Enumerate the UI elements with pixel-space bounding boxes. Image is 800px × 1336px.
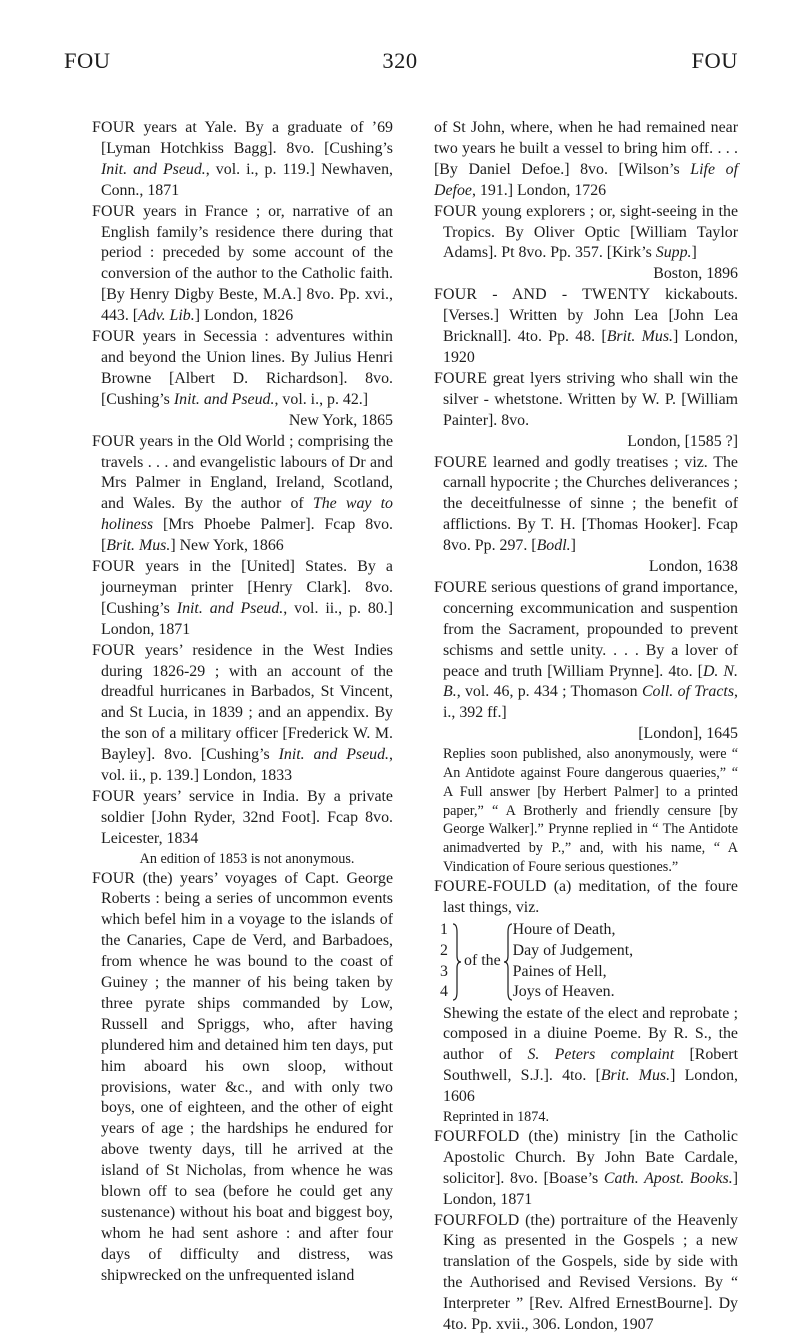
of-the-label: of the [464, 952, 501, 970]
list-item: Joys of Heaven. [512, 983, 615, 1001]
imprint: Boston, 1896 [653, 265, 738, 283]
list-item: Day of Judgement, [512, 941, 634, 959]
entry-note: An edition of 1853 is not anonymous. [139, 850, 355, 867]
entry-note: Replies soon published, also anonymously, were “ An Antidote against Foure dangerous quaeries,” “ A Full answer [by Herbert Palmer] to a printed paper,” “ A Brotherly and friendly censure [by George Walker].” Prynne replied in “ The Antidote animadverted by P.,” and, with his name, “ A Vindication of Foure serious questiones.” [443, 746, 738, 875]
imprint: London, [1585 ?] [627, 432, 738, 450]
entry: FOUR years in the Old World ; comprising the travels . . . and evangelistic labours of Dr and Mrs Palmer in England, Ireland, Scotland, and Wales. By the author of The way to holiness [Mrs Phoebe Palmer]. Fcap 8vo. [Brit. Mus.] New York, 1866 [92, 432, 393, 555]
entry: FOUR years’ residence in the West Indies during 1826-29 ; with an account of the dreadful hurricanes in Barbados, St Vincent, and St Lucia, in 1839 ; and an appendix. By the son of a military officer [Frederick W. M. Bayley]. 8vo. [Cushing’s Init. and Pseud., vol. ii., p. 139.] London, 1833 [92, 641, 393, 785]
entry: FOUR - AND - TWENTY kickabouts. [Verses.] Written by John Lea [John Lea Bricknall]. 4to. Pp. 48. [Brit. Mus.] London, 1920 [434, 286, 738, 366]
entry: FOURFOLD (the) ministry [in the Catholic Apostolic Church. By John Bate Cardale, solicitor]. 8vo. [Boase’s Cath. Apost. Books.] London, 1871 [434, 1127, 739, 1208]
header-right-word: FOU [691, 48, 738, 73]
item-numbers: 1 2 3 4 [440, 920, 448, 1001]
entry: FOUR years in France ; or, narrative of an English family’s residence there during that period : preceded by some account of the conversion of the author to the Catholic faith. [By Henry Digby Beste, M.A.] 8vo. Pp. xvi., 443. [Adv. Lib.] London, 1826 [92, 202, 393, 325]
list-item: Paines of Hell, [512, 962, 607, 980]
entry: FOUR years at Yale. By a graduate of ’69 [Lyman Hotchkiss Bagg]. 8vo. [Cushing’s Init. and Pseud., vol. i., p. 119.] Newhaven, Conn., 1871 [92, 119, 393, 199]
right-brace-icon [452, 922, 462, 1002]
entry-continuation: Shewing the estate of the elect and reprobate ; composed in a diuine Poeme. By R. S., the author of S. Peters complaint [Robert Southwell, S.J.]. 4to. [Brit. Mus.] London, 1606 [443, 1004, 739, 1106]
four-last-things-list [434, 920, 738, 1004]
last-things [513, 920, 633, 1004]
entry: FOUR years in Secessia : adventures within and beyond the Union lines. By Julius Henri Browne [Albert D. Richardson]. 8vo. [Cushing’s Init. and Pseud., vol. i., p. 42.] New York, 1865 [92, 327, 393, 432]
entry-continuation: of St John, where, when he had remained near two years he built a vessel to bring him off. . . . [By Daniel Defoe.] 8vo. [Wilson’s Life of Defoe, 191.] London, 1726 [434, 119, 738, 199]
entry-note: Reprinted in 1874. [443, 1109, 549, 1126]
left-brace-icon [503, 922, 513, 1002]
list-item: Houre of Death, [512, 920, 616, 938]
entry: FOUR young explorers ; or, sight-seeing in the Tropics. By Oliver Optic [William Taylor Adams]. Pt 8vo. Pp. 357. [Kirk’s Supp.] Boston, 1896 [434, 202, 738, 286]
imprint: New York, 1865 [288, 411, 393, 429]
left-column [92, 118, 393, 1287]
page-number: 320 [382, 48, 418, 73]
imprint: London, 1638 [648, 558, 738, 576]
entry: FOURE learned and godly treatises ; viz. The carnall hypocrite ; the Churches deliverances ; the deceitfulnesse of sinne ; the benefit of afflictions. By T. H. [Thomas Hooker]. Fcap 8vo. Pp. 297. [Bodl.] London, 1638 [434, 453, 738, 578]
page-header [0, 48, 800, 78]
imprint: [London], 1645 [638, 725, 738, 743]
entry: FOURE great lyers striving who shall win the silver - whetstone. Written by W. P. [William Painter]. 8vo. London, [1585 ?] [434, 369, 738, 453]
entry: FOURE-FOULD (a) meditation, of the foure last things, viz. [434, 877, 738, 916]
entry: FOUR (the) years’ voyages of Capt. George Roberts : being a series of uncommon events which befel him in a voyage to the islands of the Canaries, Cape de Verd, and Barbadoes, from whence he was bound to the coast of Guiney ; the manner of his being taken by three pyrate ships commanded by Low, Russell and Spriggs, who, after having plundered him and detained him ten days, put him aboard his own sloop, without provisions, water &c., and with only two boys, one of eighteen, and the other of eight years of age ; the hardships he endured for above twenty days, till he arrived at the island of St Nicholas, from whence he was blown off to sea (before he could get any sustenance) without his boat and biggest boy, whom he had sent ashore : and after four days of difficulty and distress, was shipwrecked on the unfrequented island [92, 869, 393, 1284]
entry: FOUR years’ service in India. By a private soldier [John Ryder, 32nd Foot]. Fcap 8vo. Leicester, 1834 [92, 788, 393, 847]
header-left-word: FOU [64, 48, 111, 73]
entry: FOURFOLD (the) portraiture of the Heavenly King as presented in the Gospels ; a new translation of the Gospels, side by side with the Authorised and Revised Versions. By “ Interpreter ” [Rev. Alfred ErnestBourne]. Dy 4to. Pp. xvii., 306. London, 1907 [434, 1211, 738, 1334]
entry: FOUR years in the [United] States. By a journeyman printer [Henry Clark]. 8vo. [Cushing’s Init. and Pseud., vol. ii., p. 80.] London, 1871 [92, 558, 393, 638]
right-column [434, 118, 738, 1336]
entry: FOURE serious questions of grand importance, concerning excommunication and suspention from the Sacrament, propounded to prevent schisms and settle unity. . . . By a lover of peace and truth [William Prynne]. 4to. [D. N. B., vol. 46, p. 434 ; Thomason Coll. of Tracts, i., 392 ff.] [London], 1645 [434, 578, 738, 745]
